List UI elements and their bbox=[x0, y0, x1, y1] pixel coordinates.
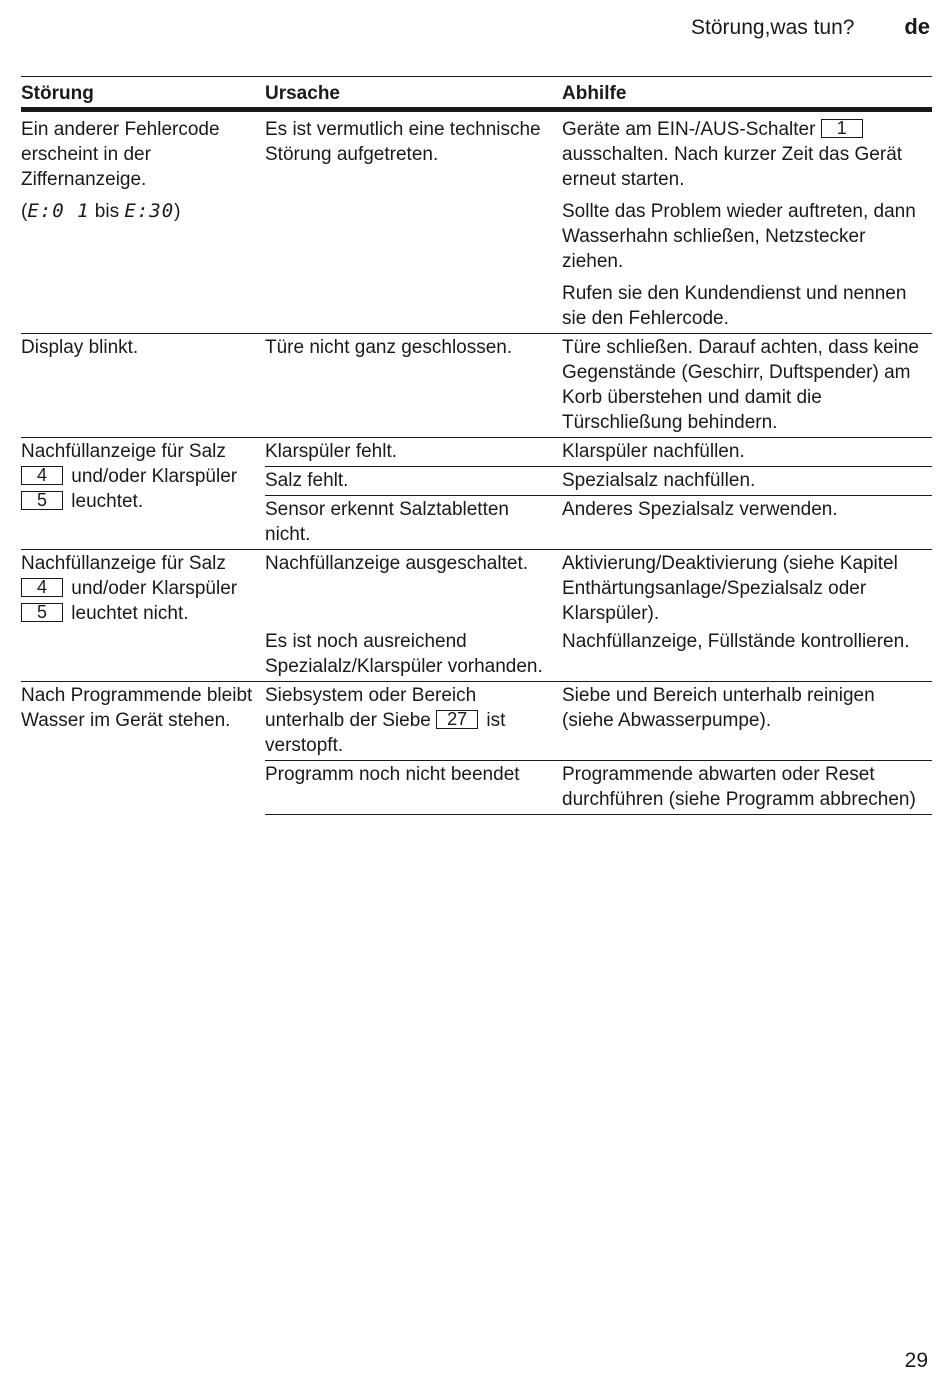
page-header bbox=[691, 14, 930, 40]
column-header-problem: Störung bbox=[21, 83, 94, 104]
remedy-cell: Klarspüler nachfüllen. bbox=[562, 438, 932, 467]
remedy-cell: Anderes Spezialsalz verwenden. bbox=[562, 496, 932, 550]
cause-cell: Sensor erkennt Salztabletten nicht. bbox=[265, 496, 562, 550]
remedy-paragraph: Rufen sie den Kundendienst und nennen sie den Fehlercode. bbox=[562, 283, 907, 329]
column-header-cause: Ursache bbox=[265, 83, 340, 104]
cause-cell: Siebsystem oder Bereich unterhalb der Siebe 27 ist verstopft. bbox=[265, 682, 562, 761]
remedy-cell: Programmende abwarten oder Reset durchführen (siehe Programm abbrechen) bbox=[562, 761, 932, 815]
problem-cell: Display blinkt. bbox=[21, 334, 265, 438]
remedy-cell: Spezialsalz nachfüllen. bbox=[562, 467, 932, 496]
reference-box: 5 bbox=[21, 603, 63, 622]
language-code: de bbox=[904, 14, 930, 39]
cause-cell: Es ist vermutlich eine technische Störung aufgetreten. bbox=[265, 119, 541, 165]
cause-cell: Nachfüllanzeige ausgeschaltet. bbox=[265, 550, 562, 629]
table-row bbox=[21, 110, 932, 334]
remedy-cell: Türe schließen. Darauf achten, dass keine Gegenstände (Geschirr, Duftspender) am Korb überstehen und damit die Türschließung behindern. bbox=[562, 334, 932, 438]
table-row bbox=[21, 682, 932, 761]
remedy-paragraph: Sollte das Problem wieder auftreten, dann Wasserhahn schließen, Netzstecker ziehen. bbox=[562, 201, 916, 272]
troubleshooting-table bbox=[21, 76, 932, 815]
cause-cell: Klarspüler fehlt. bbox=[265, 438, 562, 467]
reference-box: 27 bbox=[436, 710, 478, 729]
problem-text: Ein anderer Fehlercode erscheint in der Ziffernanzeige. bbox=[21, 119, 220, 190]
cause-cell: Es ist noch ausreichend Spezialalz/Klarspüler vorhanden. bbox=[265, 631, 543, 677]
page-number: 29 bbox=[904, 1349, 928, 1372]
reference-box: 5 bbox=[21, 491, 63, 510]
table-header-row bbox=[21, 77, 932, 110]
remedy-cell bbox=[562, 110, 932, 334]
remedy-cell: Aktivierung/Deaktivierung (siehe Kapitel Enthärtungsanlage/Spezialsalz oder Klarspüler). bbox=[562, 550, 932, 629]
remedy-paragraph: Geräte am EIN-/AUS-Schalter 1 ausschalten. Nach kurzer Zeit das Gerät erneut starten. bbox=[562, 118, 903, 190]
remedy-cell: Nachfüllanzeige, Füllstände kontrollieren. bbox=[562, 631, 910, 652]
table-row bbox=[21, 438, 932, 467]
reference-box: 1 bbox=[821, 119, 863, 138]
cause-cell: Salz fehlt. bbox=[265, 467, 562, 496]
problem-cell: Nachfüllanzeige für Salz 4 und/oder Klarspüler 5 leuchtet nicht. bbox=[21, 550, 265, 682]
table-row bbox=[21, 334, 932, 438]
cause-cell: Programm noch nicht beendet bbox=[265, 761, 562, 815]
problem-cell: Nachfüllanzeige für Salz 4 und/oder Klarspüler 5 leuchtet. bbox=[21, 438, 265, 550]
column-header-remedy: Abhilfe bbox=[562, 83, 627, 104]
cause-cell: Türe nicht ganz geschlossen. bbox=[265, 334, 562, 438]
error-code-range: (E:0 1 bis E:30) bbox=[21, 200, 181, 222]
section-title: Störung,was tun? bbox=[691, 16, 855, 39]
problem-cell: Nach Programmende bleibt Wasser im Gerät stehen. bbox=[21, 682, 265, 815]
error-code-from: E:0 1 bbox=[27, 200, 90, 222]
problem-cell bbox=[21, 110, 265, 334]
error-code-to: E:30 bbox=[124, 200, 175, 222]
reference-box: 4 bbox=[21, 578, 63, 597]
table-row bbox=[21, 550, 932, 629]
reference-box: 4 bbox=[21, 466, 63, 485]
remedy-cell: Siebe und Bereich unterhalb reinigen (siehe Abwasserpumpe). bbox=[562, 682, 932, 761]
